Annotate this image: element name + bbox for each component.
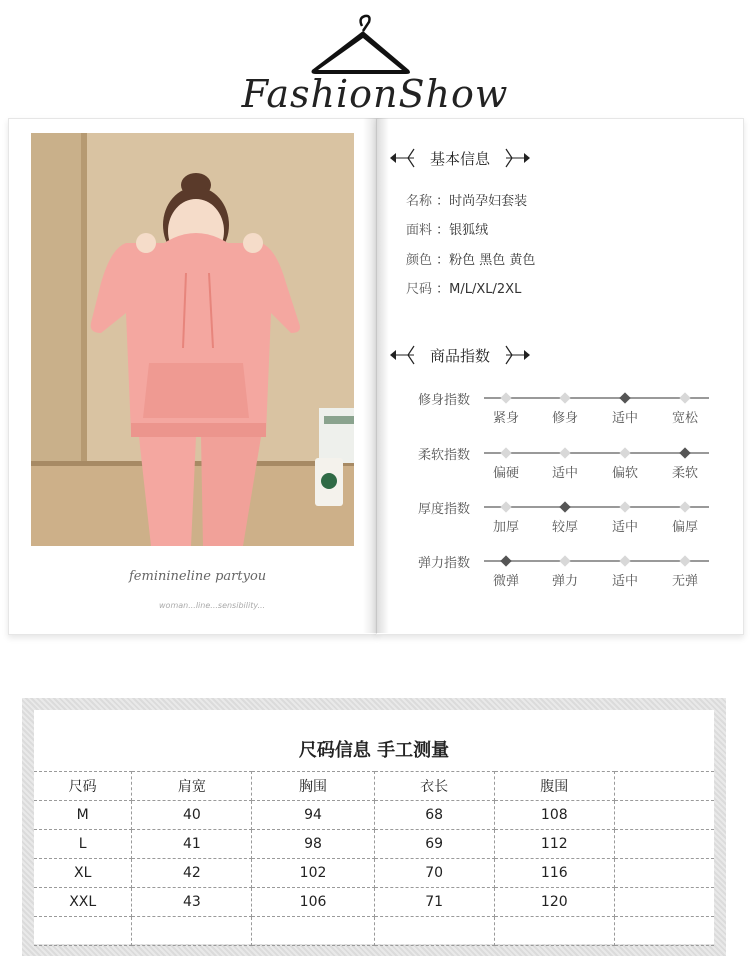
index-label: 修身指数 [418, 393, 471, 408]
table-cell: M [34, 801, 132, 830]
product-index-heading [388, 344, 532, 366]
table-cell [374, 917, 494, 946]
table-cell: L [34, 830, 132, 859]
index-option-label: 较厚 [551, 520, 578, 535]
index-track [484, 506, 709, 508]
table-cell [252, 917, 374, 946]
index-option-label: 适中 [611, 520, 638, 535]
info-key: 名称 [406, 194, 433, 209]
table-cell [614, 830, 714, 859]
left-page [8, 118, 378, 635]
index-option-label: 紧身 [492, 411, 519, 426]
table-row [34, 830, 714, 859]
right-arrow-icon [504, 147, 532, 169]
table-cell: 40 [132, 801, 252, 830]
index-option-label: 微弹 [492, 574, 519, 589]
table-row [34, 888, 714, 917]
index-option-label: 偏厚 [671, 520, 698, 535]
table-cell: 衣长 [374, 772, 494, 801]
index-label: 厚度指数 [418, 502, 471, 517]
table-cell [614, 772, 714, 801]
table-row [34, 859, 714, 888]
index-option-label: 修身 [551, 411, 578, 426]
table-cell: 71 [374, 888, 494, 917]
product-index-title: 商品指数 [430, 346, 491, 365]
table-cell: XXL [34, 888, 132, 917]
table-cell: 116 [494, 859, 614, 888]
info-value: ：时尚孕妇套装 [436, 194, 528, 209]
info-row-name [406, 190, 527, 209]
size-table [34, 771, 714, 946]
left-arrow-icon [388, 344, 416, 366]
index-option-label: 宽松 [671, 411, 698, 426]
info-row-size [406, 278, 521, 297]
info-key: 颜色 [406, 253, 433, 268]
table-cell: 102 [252, 859, 374, 888]
index-option-label: 柔软 [671, 466, 698, 481]
index-label: 柔软指数 [418, 448, 471, 463]
table-cell: 胸围 [252, 772, 374, 801]
index-option-label: 无弹 [671, 574, 698, 589]
table-cell: 42 [132, 859, 252, 888]
table-cell: 98 [252, 830, 374, 859]
table-header-row [34, 772, 714, 801]
info-value: ：银狐绒 [436, 223, 489, 238]
table-cell [614, 859, 714, 888]
table-cell: XL [34, 859, 132, 888]
size-table-card [34, 710, 714, 944]
index-track [484, 452, 709, 454]
index-option-label: 适中 [611, 574, 638, 589]
info-value: ：M/L/XL/2XL [436, 282, 522, 297]
table-cell [614, 801, 714, 830]
table-cell: 41 [132, 830, 252, 859]
table-cell: 肩宽 [132, 772, 252, 801]
index-option-label: 偏硬 [492, 466, 519, 481]
info-value: ：粉色 黑色 黄色 [436, 253, 536, 268]
table-cell: 112 [494, 830, 614, 859]
size-table-frame [22, 698, 726, 956]
signature-text: feminineline partyou [129, 569, 267, 584]
table-cell: 108 [494, 801, 614, 830]
index-option-label: 加厚 [492, 520, 519, 535]
table-cell: 106 [252, 888, 374, 917]
index-option-label: 适中 [551, 466, 578, 481]
basic-info-heading [388, 147, 532, 169]
index-label: 弹力指数 [418, 556, 471, 571]
table-cell: 43 [132, 888, 252, 917]
table-cell: 69 [374, 830, 494, 859]
table-row [34, 801, 714, 830]
index-track [484, 560, 709, 562]
left-arrow-icon [388, 147, 416, 169]
table-cell [132, 917, 252, 946]
table-cell [614, 917, 714, 946]
brand-logo: FashionShow [241, 72, 509, 116]
table-row [34, 917, 714, 946]
index-option-label: 弹力 [551, 574, 578, 589]
signature-subtext: woman...line...sensibility... [159, 601, 266, 610]
info-key: 尺码 [406, 282, 433, 297]
table-cell: 120 [494, 888, 614, 917]
product-photo [31, 133, 354, 546]
book-gutter [363, 118, 389, 633]
table-cell: 腹围 [494, 772, 614, 801]
info-key: 面料 [406, 223, 433, 238]
table-cell [494, 917, 614, 946]
table-cell: 70 [374, 859, 494, 888]
table-cell: 尺码 [34, 772, 132, 801]
table-cell [34, 917, 132, 946]
table-cell [614, 888, 714, 917]
right-arrow-icon [504, 344, 532, 366]
table-cell: 94 [252, 801, 374, 830]
index-track [484, 397, 709, 399]
basic-info-title: 基本信息 [430, 149, 491, 168]
index-option-label: 适中 [611, 411, 638, 426]
size-table-title: 尺码信息 手工测量 [298, 740, 450, 761]
index-option-label: 偏软 [611, 466, 638, 481]
info-row-fabric [406, 219, 488, 238]
table-cell: 68 [374, 801, 494, 830]
info-row-color [406, 249, 535, 268]
